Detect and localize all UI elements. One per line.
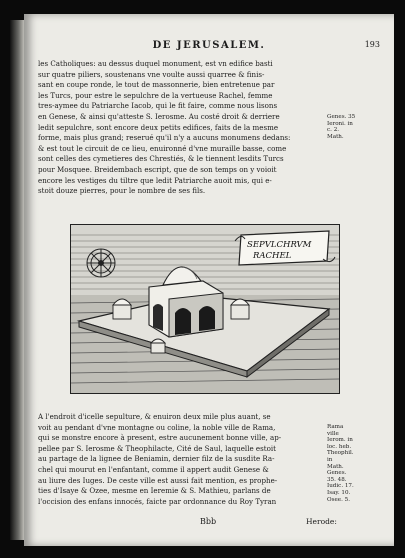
signature-mark: Bbb	[200, 517, 217, 526]
marginal-line: ville	[327, 430, 339, 437]
text-line: les Catholiques: au dessus duquel monument, est vn edifice basti	[38, 59, 273, 68]
marginal-line: Ieroni. in	[327, 120, 353, 127]
marginal-line: Theophil.	[327, 450, 354, 457]
text-line: A l'endroit d'icelle sepulture, & enuiron deux mile plus auant, se	[38, 412, 271, 421]
text-line: l'occision des enfans innocés, faicte par ordonnance du Roy Tyran	[38, 496, 277, 506]
marginal-line: Ierom. in	[327, 437, 353, 444]
text-line: sant en coupe ronde, le tout de massonnerie, bien entretenue par	[38, 80, 275, 90]
text-line: les Turcs, pour estre le sepulchre de la vertueuse Rachel, femme	[38, 90, 273, 100]
text-line: ledit sepulchre, sont encore deux petits edifices, faits de la mesme	[38, 122, 279, 132]
marginal-line: Genes. 35	[327, 114, 356, 120]
marginal-line: in	[327, 456, 333, 463]
text-line: pellee par S. Ierosme & Theophilacte, Cité de Saul, laquelle estoit	[38, 443, 276, 453]
text-line: au liure des Iuges. De ceste ville est aussi fait mention, es prophe-	[38, 475, 278, 485]
text-line: pour Mosquee. Breidembach escript, que de son temps on y voioit	[38, 164, 277, 174]
marginal-line: Rama	[327, 424, 344, 430]
text-line: ties d'Isaye & Ozee, mesme en Ieremie & S. Mathieu, parlans de	[38, 486, 271, 496]
text-line: en Genese, & ainsi qu'atteste S. Ierosme. Au costé droit & derriere	[38, 111, 280, 121]
text-line: au partage de la lignee de Beniamin, dernier filz de la susdite Ra-	[38, 454, 275, 464]
marginal-note-bottom	[327, 424, 391, 503]
compass-rose-icon	[87, 249, 115, 277]
text-line: sont celles des cymetieres des Chrestiés, & le tiennent lesdits Turcs	[38, 154, 284, 164]
text-line: encore les vestiges du tiltre que ledit Patriarche auoit mis, qui e-	[38, 175, 272, 185]
marginal-line: Iudic. 17.	[327, 483, 354, 490]
marginal-note-top	[327, 114, 391, 140]
cartouche	[235, 231, 335, 265]
engraving-plate	[70, 224, 340, 394]
text-line: voit au pendant d'vne montagne ou coline, la noble ville de Rama,	[38, 422, 276, 432]
marginal-line: 35. 48.	[327, 476, 347, 483]
text-line: chel qui mourut en l'enfantant, comme il appert audit Genese &	[38, 464, 269, 474]
cartouche-title-line2: RACHEL	[253, 251, 292, 261]
text-line: stoit douze pierres, pour le nombre de ses fils.	[38, 186, 206, 196]
catchword: Herode:	[306, 517, 337, 526]
marginal-line: Isay. 10.	[327, 489, 351, 496]
page-number: 193	[364, 40, 380, 49]
book-page	[24, 14, 394, 546]
text-line: sur quatre piliers, soustenans vne voulte aussi quarree & finis-	[38, 69, 265, 79]
marginal-line: loc. heb.	[327, 443, 352, 450]
running-head: DE JERUSALEM.	[152, 40, 266, 51]
marginal-line: Math.	[327, 133, 344, 140]
text-line: qui se monstre encore à present, estre aucunement bonne ville, ap-	[38, 433, 282, 443]
page-gutter-shadow	[10, 20, 24, 540]
text-line: & est tout le circuit de ce lieu, enuironné d'vne muraille basse, come	[38, 143, 287, 153]
body-text-top	[38, 59, 322, 197]
text-line: tres-aymee du Patriarche Iacob, qui le fit faire, comme nous lisons	[38, 101, 278, 111]
marginal-line: Osee. 5.	[327, 496, 350, 503]
marginal-line: Math.	[327, 463, 344, 470]
body-text-bottom	[38, 412, 322, 507]
tomb-of-rachel-engraving	[71, 225, 339, 393]
marginal-line: Genes.	[327, 470, 347, 477]
marginal-line: c. 2.	[327, 127, 340, 134]
text-line: forme, mais plus grand; reserué qu'il n'y a aucuns monumens dedans:	[38, 133, 291, 143]
cartouche-title-line1: SEPVLCHRVM	[247, 240, 312, 250]
